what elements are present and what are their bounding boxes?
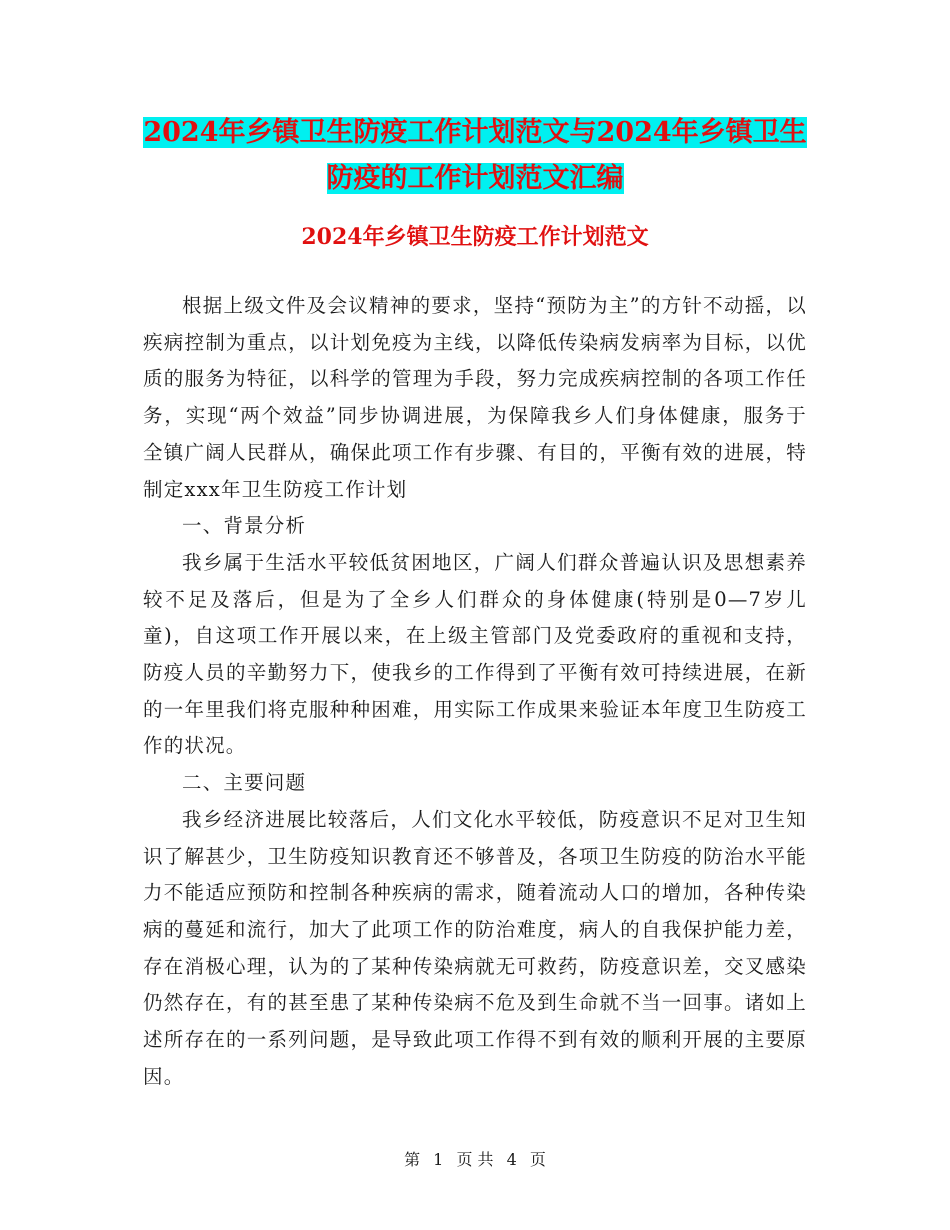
- footer-suffix: 页: [529, 1150, 546, 1169]
- intro-paragraph: 根据上级文件及会议精神的要求，坚持“预防为主”的方针不动摇，以疾病控制为重点，以计划免疫为主线，以降低传染病发病率为目标，以优质的服务为特征，以科学的管理为手段，努力完成疾病控制的各项工作任务，实现“两个效益”同步协调进展，为保障我乡人们身体健康，服务于全镇广阔人民群从，确保此项工作有步骤、有目的，平衡有效的进展，特制定xxx年卫生防疫工作计划: [143, 294, 807, 501]
- footer-middle: 页 共: [456, 1150, 494, 1169]
- document-title-line-1: 2024年乡镇卫生防疫工作计划范文与2024年乡镇卫生: [143, 117, 807, 148]
- section-title: 2024年乡镇卫生防疫工作计划范文: [301, 224, 649, 250]
- document-title-line-2: 防疫的工作计划范文汇编: [326, 163, 624, 194]
- page-footer: [0, 1148, 950, 1172]
- problems-paragraph: 我乡经济进展比较落后，人们文化水平较低，防疫意识不足对卫生知识了解甚少，卫生防疫知识教育还不够普及，各项卫生防疫的防治水平能力不能适应预防和控制各种疾病的需求，随着流动人口的增加，各种传染病的蔓延和流行，加大了此项工作的防治难度，病人的自我保护能力差，存在消极心理，认为的了某种传染病就无可救药，防疫意识差，交叉感染仍然存在，有的甚至患了某种传染病不危及到生命就不当一回事。诸如上述所存在的一系列问题，是导致此项工作得不到有效的顺利开展的主要原因。: [143, 807, 807, 1088]
- document-body: [143, 288, 807, 1095]
- problems-heading: 二、主要问题: [182, 771, 307, 795]
- background-heading: 一、背景分析: [182, 514, 307, 538]
- background-paragraph: 我乡属于生活水平较低贫困地区，广阔人们群众普遍认识及思想素养较不足及落后，但是为了全乡人们群众的身体健康(特别是0—7岁儿童)，自这项工作开展以来，在上级主管部门及党委政府的重视和支持，防疫人员的辛勤努力下，使我乡的工作得到了平衡有效可持续进展，在新的一年里我们将克服种种困难，用实际工作成果来验证本年度卫生防疫工作的状况。: [143, 550, 807, 758]
- footer-total-pages: 4: [506, 1150, 517, 1169]
- footer-prefix: 第: [404, 1150, 421, 1169]
- footer-page-number: 1: [433, 1150, 444, 1169]
- document-title: [0, 110, 950, 202]
